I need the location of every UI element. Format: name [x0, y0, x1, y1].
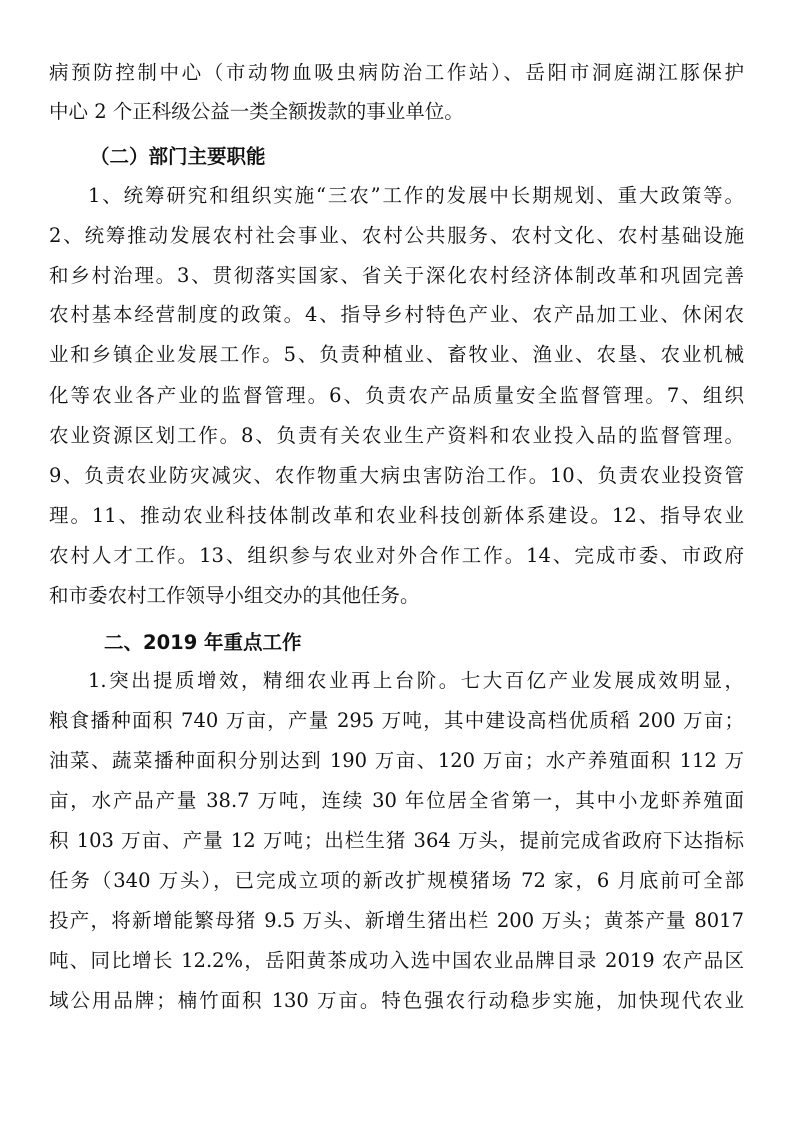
functions-line-11: 和市委农村工作领导小组交办的其他任务。 [49, 584, 420, 607]
section-key-work-heading: 二、2019 年重点工作 [104, 631, 302, 654]
key-work-line-9: 域公用品牌；楠竹面积 130 万亩。特色强农行动稳步实施，加快现代农业 [49, 989, 744, 1012]
functions-line-3: 和乡村治理。3、贯彻落实国家、省关于深化农村经济体制改革和巩固完善 [49, 264, 744, 287]
key-work-line-6: 任务（340 万头），已完成立项的新改扩规模猪场 72 家，6 月底前可全部 [49, 869, 744, 892]
functions-line-5: 业和乡镇企业发展工作。5、负责种植业、畜牧业、渔业、农垦、农业机械 [49, 343, 744, 366]
functions-line-8: 9、负责农业防灾减灾、农作物重大病虫害防治工作。10、负责农业投资管 [49, 464, 744, 487]
key-work-line-5: 积 103 万亩、产量 12 万吨；出栏生猪 364 万头，提前完成省政府下达指标 [49, 829, 744, 852]
key-work-line-7: 投产，将新增能繁母猪 9.5 万头、新增生猪出栏 200 万头；黄茶产量 8017 [49, 909, 744, 932]
functions-line-2: 2、统筹推动发展农村社会事业、农村公共服务、农村文化、农村基础设施 [49, 224, 744, 247]
intro-line-1: 病预防控制中心（市动物血吸虫病防治工作站）、岳阳市洞庭湖江豚保护 [49, 61, 744, 84]
functions-line-6: 化等农业各产业的监督管理。6、负责农产品质量安全监督管理。7、组织 [49, 384, 744, 407]
key-work-line-4: 亩，水产品产量 38.7 万吨，连续 30 年位居全省第一，其中小龙虾养殖面 [49, 789, 744, 812]
functions-line-9: 理。11、推动农业科技体制改革和农业科技创新体系建设。12、指导农业 [49, 504, 744, 527]
functions-line-1: 1、统筹研究和组织实施“三农”工作的发展中长期规划、重大政策等。 [88, 184, 744, 207]
functions-line-4: 农村基本经营制度的政策。4、指导乡村特色产业、农产品加工业、休闲农 [49, 303, 744, 326]
functions-line-7: 农业资源区划工作。8、负责有关农业生产资料和农业投入品的监督管理。 [49, 424, 744, 447]
intro-line-2: 中心 2 个正科级公益一类全额拨款的事业单位。 [49, 100, 464, 123]
functions-line-10: 农村人才工作。13、组织参与农业对外合作工作。14、完成市委、市政府 [49, 544, 744, 567]
key-work-line-8: 吨、同比增长 12.2%，岳阳黄茶成功入选中国农业品牌目录 2019 农产品区 [49, 949, 744, 972]
key-work-line-1: 1.突出提质增效，精细农业再上台阶。七大百亿产业发展成效明显， [88, 669, 744, 692]
key-work-line-3: 油菜、蔬菜播种面积分别达到 190 万亩、120 万亩；水产养殖面积 112 万 [49, 749, 744, 772]
section-functions-heading: （二）部门主要职能 [90, 145, 266, 168]
key-work-line-2: 粮食播种面积 740 万亩，产量 295 万吨，其中建设高档优质稻 200 万亩； [49, 709, 744, 732]
